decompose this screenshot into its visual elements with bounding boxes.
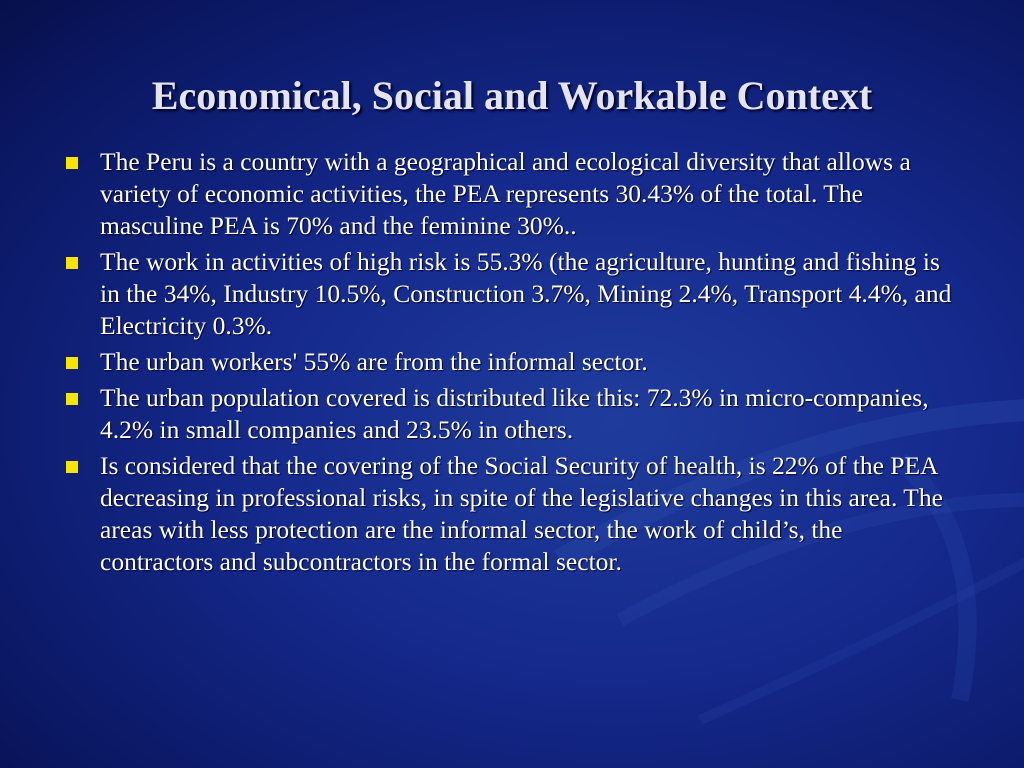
bullet-text: Is considered that the covering of the Social Security of health, is 22% of the PEA decreasing in professional risks, in spite of the legislative changes in this area. The areas with less protection are the informal sector, the work of child’s, the contractors and subcontractors in the formal sector. xyxy=(100,451,943,576)
bullet-item xyxy=(62,246,962,342)
square-bullet-icon xyxy=(66,257,78,269)
bullet-list xyxy=(62,146,962,578)
bullet-text: The Peru is a country with a geographical and ecological diversity that allows a variety of economic activities, the PEA represents 30.43% of the total. The masculine PEA is 70% and the feminine 30%.. xyxy=(100,147,911,240)
bullet-item xyxy=(62,346,962,378)
square-bullet-icon xyxy=(66,393,78,405)
bullet-text: The urban workers' 55% are from the informal sector. xyxy=(100,347,648,376)
bullet-text: The urban population covered is distributed like this: 72.3% in micro-companies, 4.2% in small companies and 23.5% in others. xyxy=(100,383,929,444)
square-bullet-icon xyxy=(66,157,78,169)
square-bullet-icon xyxy=(66,357,78,369)
bullet-item xyxy=(62,450,962,578)
bullet-item xyxy=(62,146,962,242)
slide-title: Economical, Social and Workable Context xyxy=(151,73,873,118)
square-bullet-icon xyxy=(66,461,78,473)
bullet-text: The work in activities of high risk is 55.3% (the agriculture, hunting and fishing is in the 34%, Industry 10.5%, Construction 3.7%, Mining 2.4%, Transport 4.4%, and Electricity 0.3%. xyxy=(100,247,952,340)
bullet-item xyxy=(62,382,962,446)
